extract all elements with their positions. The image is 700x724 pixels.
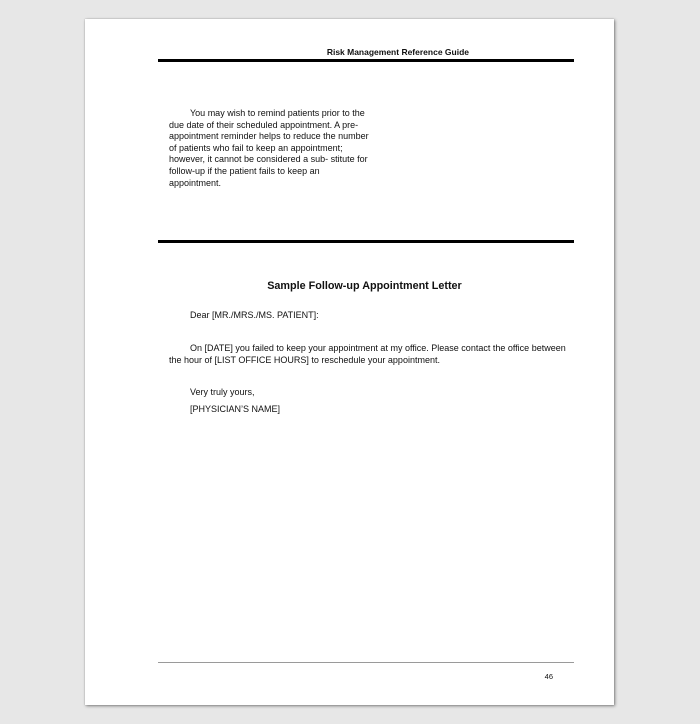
footer-rule xyxy=(158,662,574,663)
document-page xyxy=(85,19,614,705)
section-divider-rule xyxy=(158,240,574,243)
letter-signature: [PHYSICIAN’S NAME] xyxy=(190,404,281,414)
letter-body-paragraph: On [DATE] you failed to keep your appointment at my office. Please contact the office between the hour of [LIST OFFICE HOURS] to reschedule your appointment. xyxy=(169,343,566,365)
running-header-title: Risk Management Reference Guide xyxy=(326,47,469,57)
header-rule xyxy=(158,59,574,62)
page-number: 46 xyxy=(544,672,553,681)
letter-salutation: Dear [MR./MRS./MS. PATIENT]: xyxy=(190,310,319,320)
letter-title: Sample Follow-up Appointment Letter xyxy=(267,280,462,292)
reminder-note-paragraph: You may wish to remind patients prior to the due date of their scheduled appointment. A pre-appointment reminder helps to reduce the number of patients who fail to keep an appointment; however, it cannot be considered a sub- stitute for follow-up if the patient fails to keep an appointment. xyxy=(169,108,369,188)
letter-closing: Very truly yours, xyxy=(190,387,255,397)
